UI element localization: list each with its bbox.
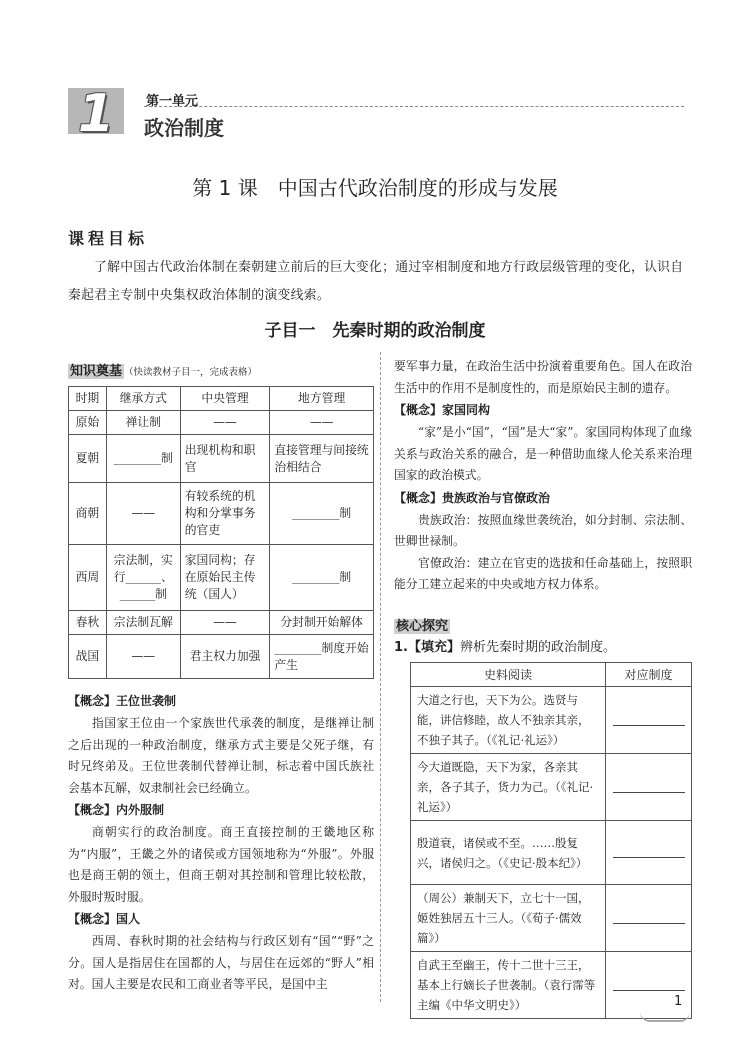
- page-number: 1: [674, 994, 683, 1009]
- table-cell: ——: [270, 411, 374, 435]
- table-cell: 夏朝: [69, 435, 107, 483]
- column-divider: [380, 352, 381, 1002]
- table-cell: 分封制开始解体: [270, 611, 374, 635]
- knowledge-table: [68, 386, 374, 679]
- table-cell: 战国: [69, 635, 107, 679]
- left-concepts: [68, 690, 374, 996]
- source-text: 殷道衰，诸侯或不至。……殷复兴，诸侯归之。（《史记·殷本纪》）: [411, 821, 606, 885]
- core-tag: 核心探究: [396, 619, 449, 634]
- table-cell-blank[interactable]: ________制: [106, 435, 180, 483]
- table-cell: 君主权力加强: [180, 635, 270, 679]
- concept-text: “家”是小“国”，“国”是大“家”。家国同构体现了血缘关系与政治关系的融合，是一种借助血缘人伦关系来治理国家的政治模式。: [394, 425, 692, 482]
- core-heading: [394, 615, 450, 634]
- source-text: （周公）兼制天下，立七十一国，姬姓独居五十三人。（《荀子·儒效篇》）: [411, 885, 606, 952]
- table-cell: 春秋: [69, 611, 107, 635]
- lesson-title: 第 1 课 中国古代政治制度的形成与发展: [192, 176, 558, 200]
- table-cell-blank[interactable]: ________制度开始产生: [270, 635, 374, 679]
- table-header: 继承方式: [106, 387, 180, 411]
- table-cell: 西周: [69, 545, 107, 611]
- answer-blank[interactable]: [606, 821, 692, 885]
- source-text: 大道之行也，天下为公。选贤与能，讲信修睦，故人不独亲其亲，不独子其子。（《礼记·礼运》）: [411, 687, 606, 754]
- table-cell: ——: [106, 635, 180, 679]
- table-cell: 商朝: [69, 483, 107, 545]
- page-ornament: [640, 1012, 690, 1022]
- concept-text: 西周、春秋时期的社会结构与行政区划有“国”“野”之分。国人是指居住在国都的人，与居住在远郊的“野人”相对。国人主要是农民和工商业者等平民，是国中主: [68, 934, 374, 991]
- continued-text: 要军事力量，在政治生活中扮演着重要角色。国人在政治生活中的作用不是制度性的，而是原始民主制的遗存。: [394, 359, 692, 395]
- table-header: 史料阅读: [411, 663, 606, 687]
- concept-title: 【概念】王位世袭制: [68, 694, 177, 708]
- table-cell-blank[interactable]: ________制: [270, 545, 374, 611]
- question-type: 【填充】: [407, 640, 460, 655]
- question-number: 1.: [394, 640, 408, 655]
- unit-number: 1: [78, 84, 115, 144]
- unit-name: 政治制度: [144, 116, 224, 140]
- table-cell: ——: [180, 611, 270, 635]
- unit-badge: [68, 84, 126, 144]
- answer-blank[interactable]: [606, 754, 692, 821]
- table-cell: 家国同构；存在原始民主传统（国人）: [180, 545, 270, 611]
- table-cell: ——: [106, 483, 180, 545]
- concept-text: 贵族政治：按照血缘世袭统治，如分封制、宗法制、世卿世禄制。: [394, 512, 692, 548]
- answer-blank[interactable]: [606, 687, 692, 754]
- concept-text: 指国家王位由一个家族世代承袭的制度，是继禅让制之后出现的一种政治制度，继承方式主要是父死子继，有时兄终弟及。王位世袭制代替禅让制，标志着中国氏族社会基本瓦解，奴隶制社会已经确立。: [68, 716, 374, 795]
- table-cell: 宗法制瓦解: [106, 611, 180, 635]
- concept-title: 【概念】贵族政治与官僚政治: [394, 490, 551, 505]
- table-cell: 原始: [69, 411, 107, 435]
- source-text: 今大道既隐，天下为家，各亲其亲，各子其子，货力为己。（《礼记·礼运》）: [411, 754, 606, 821]
- concept-title: 【概念】国人: [68, 912, 141, 926]
- table-header: 中央管理: [180, 387, 270, 411]
- knowledge-note: （快读教材子目一，完成表格）: [124, 367, 258, 378]
- table-cell: 出现机构和职官: [180, 435, 270, 483]
- unit-label: 第一单元: [146, 94, 199, 109]
- header-rule: [144, 106, 684, 107]
- knowledge-tag: 知识奠基: [70, 364, 123, 379]
- concept-text: 商朝实行的政治制度。商王直接控制的王畿地区称为“内服”，王畿之外的诸侯或方国领地称为“外服”。外服也是商王朝的领土，但商王朝对其控制和管理比较松散，外服时叛时服。: [68, 825, 374, 904]
- table-cell: 有较系统的机构和分掌事务的官吏: [180, 483, 270, 545]
- knowledge-heading: [68, 360, 257, 379]
- table-header: 时期: [69, 387, 107, 411]
- concept-title: 【概念】内外服制: [68, 803, 165, 817]
- question-text: 辨析先秦时期的政治制度。: [460, 640, 617, 655]
- table-cell: ——: [180, 411, 270, 435]
- answer-blank[interactable]: [606, 885, 692, 952]
- table-cell-blank[interactable]: ________制: [270, 483, 374, 545]
- concept-title: 【概念】家国同构: [394, 403, 491, 417]
- subtopic-title: 子目一 先秦时期的政治制度: [264, 321, 486, 341]
- table-cell-blank[interactable]: 宗法制，实行______、______制: [106, 545, 180, 611]
- source-table: [410, 662, 692, 1019]
- question-1: [394, 636, 616, 655]
- table-header: 对应制度: [606, 663, 692, 687]
- table-cell: 禅让制: [106, 411, 180, 435]
- table-cell: 直接管理与间接统治相结合: [270, 435, 374, 483]
- source-text: 自武王至幽王，传十二世十三王，基本上行嫡长子世袭制。（袁行霈等主编《中华文明史》）: [411, 952, 606, 1019]
- right-concepts: [394, 356, 692, 596]
- goals-heading: 课程目标: [68, 229, 149, 248]
- goals-text: 了解中国古代政治体制在秦朝建立前后的巨大变化；通过宰相制度和地方行政层级管理的变化，认识自秦起君主专制中央集权政治体制的演变线索。: [68, 260, 684, 303]
- concept-text: 官僚政治：建立在官吏的选拔和任命基础上，按照职能分工建立起来的中央或地方权力体系。: [394, 555, 692, 591]
- table-header: 地方管理: [270, 387, 374, 411]
